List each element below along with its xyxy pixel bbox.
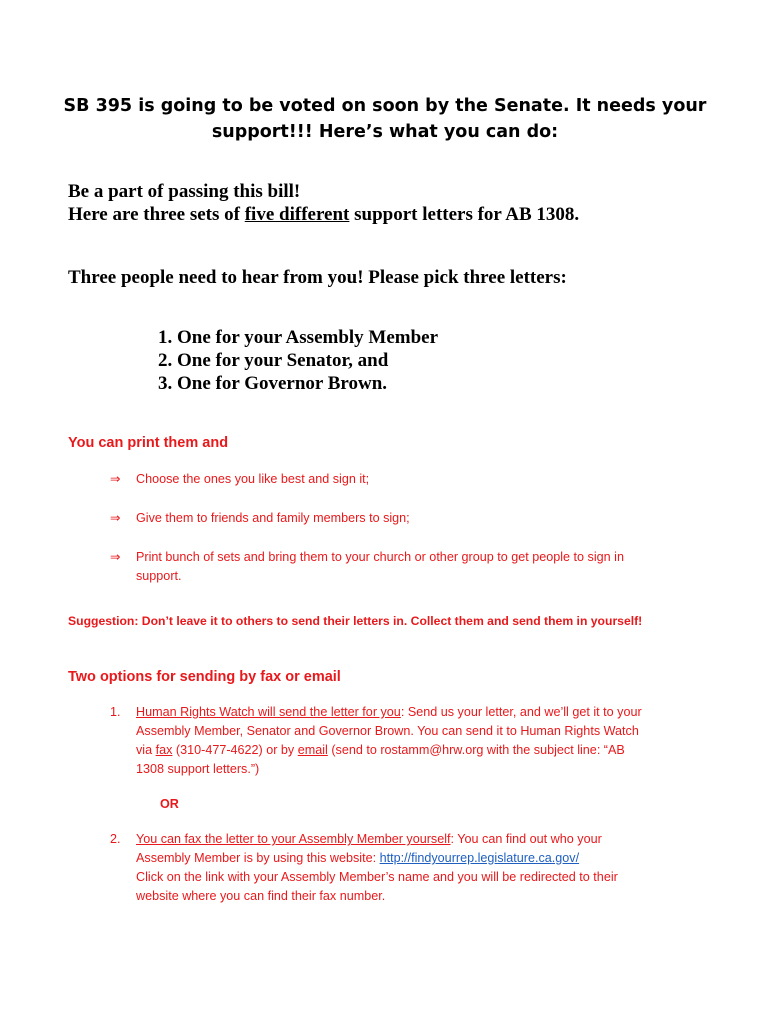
findyourrep-link[interactable]: http://findyourrep.legislature.ca.gov/ — [379, 851, 580, 865]
intro-prefix: Here are three sets of — [68, 204, 245, 225]
option-number: 1. — [110, 705, 121, 719]
arrow-icon: ⇒ — [110, 511, 121, 525]
intro-line-2 — [68, 203, 579, 226]
title-line-1: SB 395 is going to be voted on soon by the Senate. It needs your — [63, 96, 707, 116]
document-page: SB 395 is going to be voted on soon by the Senate. It needs your support!!! Here’s what you can do: Be a part of passing this bill! Here are three sets of five different support letters for AB 1308. Three people need to hear from you! Please pick three letters: 1. One for your Assembly Member 2. One for your Senator, and 3. One for Governor Brown. You can print them and ⇒ Choose the ones you like best and sign it; ⇒ Give them to friends and family members to sign; ⇒ Print bunch of sets and bring them to your church or other group to get people to sign in support. Suggestion: Don’t leave it to others to send their letters in. Collect them and send them in yourself! Two options for sending by fax or email 1. Human Rights Watch will send the letter for you: Send us your letter, and we’ll get it to your Assembly Member, Senator and Governor Brown. You can send it to Human Rights Watch via fax (310-477-4622) or by email (send to rostamm@hrw.org with the subject line: “AB 1308 support letters.”) OR 2. You can fax the letter to your Assembly Member yourself: You can find out who your Assembly Member is by using this website: http://findyourrep.legislature.ca.gov/ Click on the link with your Assembly Member’s name and you will be redirected to their website where you can find their fax number. — [0, 0, 770, 1024]
intro-block — [68, 180, 579, 226]
print-heading: You can print them and — [68, 435, 229, 451]
intro-emphasis: five different — [244, 204, 350, 225]
suggestion-note: Suggestion: Don’t leave it to others to send their letters in. Collect them and send them in yourself! — [68, 614, 643, 628]
title-line-2: support!!! Here’s what you can do: — [211, 122, 559, 142]
recipient-item: 2. One for your Senator, and — [158, 350, 389, 371]
intro-line-1: Be a part of passing this bill! — [68, 181, 301, 202]
arrow-icon: ⇒ — [110, 472, 121, 486]
recipient-list — [158, 326, 438, 395]
pick-prompt: Three people need to hear from you! Please pick three letters: — [68, 267, 567, 288]
bullet-text: Print bunch of sets and bring them to your church or other group to get people to sign in — [136, 550, 624, 564]
or-divider: OR — [160, 797, 179, 811]
bullet-text-continued: support. — [136, 569, 182, 583]
page-title — [60, 93, 710, 145]
option-number: 2. — [110, 832, 121, 846]
bullet-text: Choose the ones you like best and sign it; — [136, 472, 370, 486]
option-one-lead: Human Rights Watch will send the letter for you — [136, 705, 401, 719]
intro-suffix: support letters for AB 1308. — [349, 204, 580, 225]
recipient-item: 3. One for Governor Brown. — [158, 373, 388, 394]
email-link[interactable]: email — [297, 743, 328, 757]
bullet-text: Give them to friends and family members to sign; — [136, 511, 410, 525]
recipient-item: 1. One for your Assembly Member — [158, 327, 439, 348]
arrow-icon: ⇒ — [110, 550, 121, 564]
fax-link[interactable]: fax — [155, 743, 173, 757]
sending-heading: Two options for sending by fax or email — [68, 669, 341, 685]
option-two-lead: You can fax the letter to your Assembly Member yourself — [136, 832, 451, 846]
